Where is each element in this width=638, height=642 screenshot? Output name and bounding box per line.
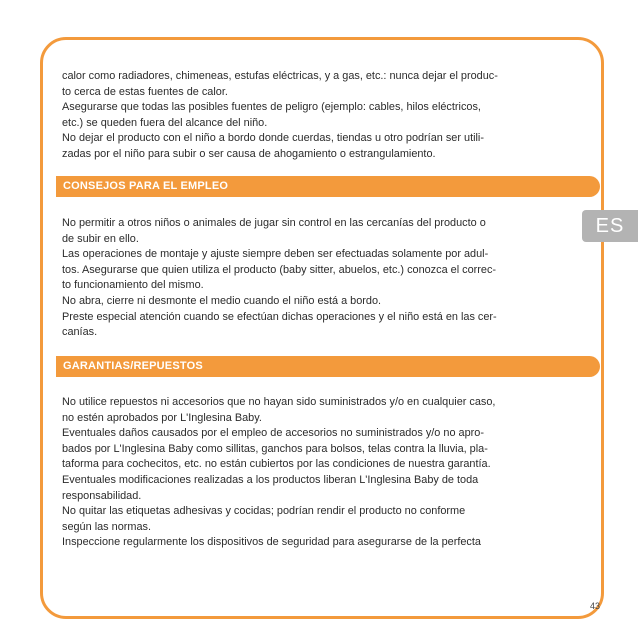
intro-text (62, 69, 536, 163)
text-line: tos. Asegurarse que quien utiliza el producto (baby sitter, abuelos, etc.) conozca el correc- (62, 263, 497, 276)
text-line: No quitar las etiquetas adhesivas y cocidas; podrían rendir el producto no conforme (62, 505, 466, 518)
page-number: 43 (590, 601, 601, 611)
text-line: Las operaciones de montaje y ajuste siempre deben ser efectuadas solamente por adul- (62, 248, 489, 261)
text-line: No utilice repuestos ni accesorios que no hayan sido suministrados y/o en cualquier caso, (62, 396, 496, 408)
section-heading-garantias: GARANTIAS/REPUESTOS (56, 356, 600, 377)
text-line: de subir en ello. (62, 232, 139, 245)
garantias-text (62, 395, 536, 551)
text-line: to cerca de estas fuentes de calor. (62, 85, 228, 98)
text-line: Inspeccione regularmente los dispositivos de seguridad para asegurarse de la perfecta (62, 536, 481, 549)
text-line: Eventuales daños causados por el empleo de accesorios no suministrados y/o no apro- (62, 427, 484, 440)
text-line: canías. (62, 326, 98, 339)
text-line: bados por L'Inglesina Baby como sillitas, ganchos para bolsos, telas contra la lluvia, pla- (62, 442, 488, 455)
section-heading-consejos: CONSEJOS PARA EL EMPLEO (56, 176, 600, 197)
text-line: responsabilidad. (62, 489, 142, 502)
text-line: No dejar el producto con el niño a bordo donde cuerdas, tiendas u otro podrían ser utili- (62, 132, 484, 145)
text-line: no estén aprobados por L'Inglesina Baby. (62, 411, 262, 424)
consejos-text (62, 216, 536, 341)
text-line: Asegurarse que todas las posibles fuentes de peligro (ejemplo: cables, hilos eléctricos, (62, 101, 481, 114)
language-tab: ES (582, 210, 638, 242)
text-line: No abra, cierre ni desmonte el medio cuando el niño está a bordo. (62, 294, 382, 307)
text-line: taforma para cochecitos, etc. no están cubiertos por las condiciones de nuestra garantía. (62, 458, 491, 471)
text-line: Preste especial atención cuando se efectúan dichas operaciones y el niño está en las cer- (62, 310, 497, 323)
text-line: to funcionamiento del mismo. (62, 279, 204, 292)
text-line: etc.) se queden fuera del alcance del niño. (62, 116, 268, 129)
text-line: Eventuales modificaciones realizadas a los productos liberan L'Inglesina Baby de toda (62, 473, 479, 486)
text-line: zadas por el niño para subir o ser causa de ahogamiento o estrangulamiento. (62, 147, 436, 160)
text-line: No permitir a otros niños o animales de jugar sin control en las cercanías del producto o (62, 217, 486, 229)
text-line: según las normas. (62, 520, 151, 533)
text-line: calor como radiadores, chimeneas, estufas eléctricas, y a gas, etc.: nunca dejar el produc- (62, 70, 498, 82)
